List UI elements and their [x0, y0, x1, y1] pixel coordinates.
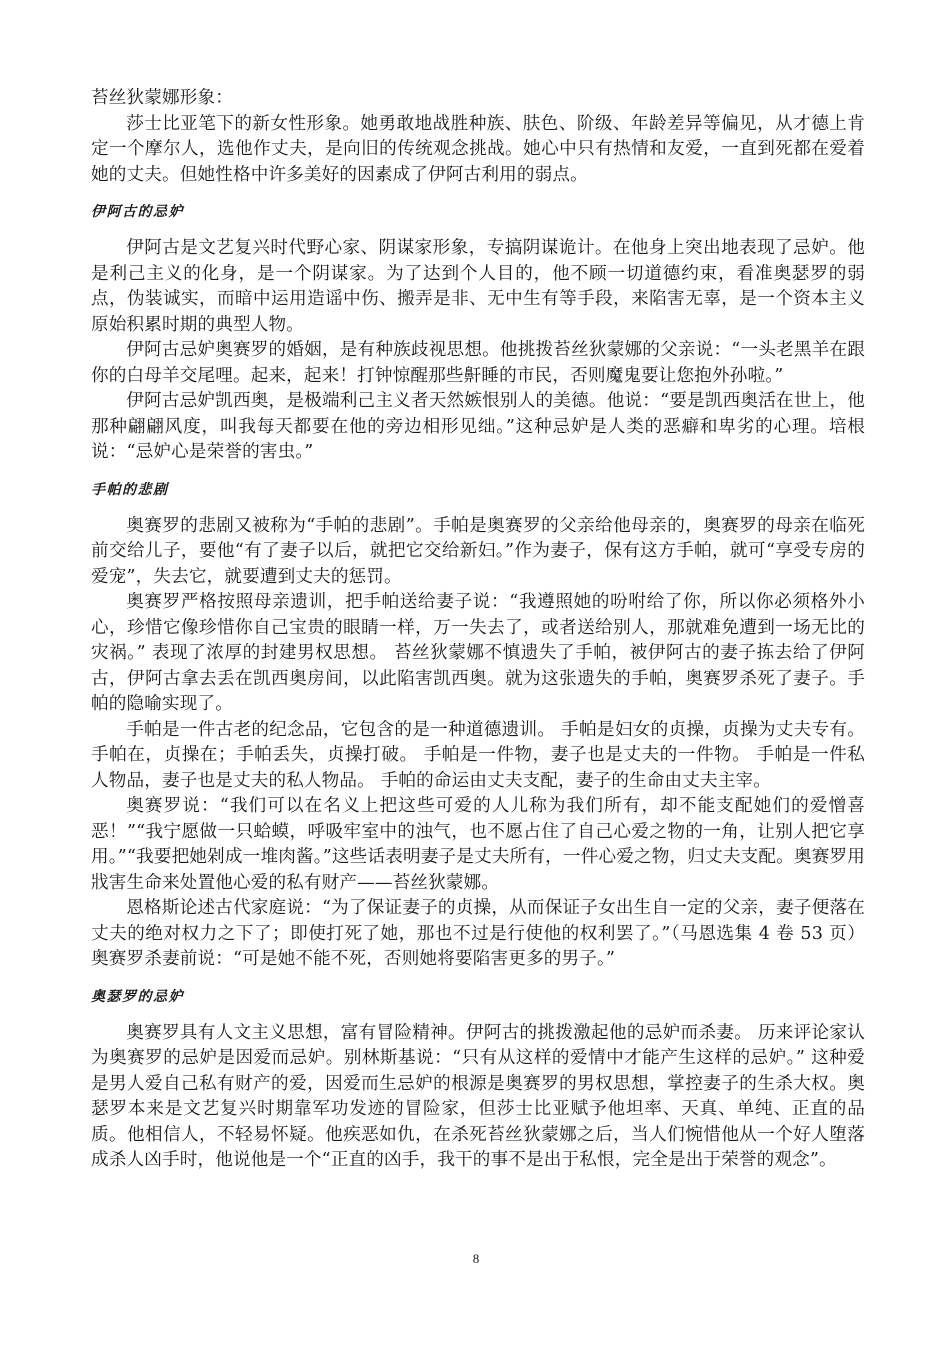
paragraph: 手帕是一件古老的纪念品，它包含的是一种道德遗训。 手帕是妇女的贞操，贞操为丈夫专有。手帕在，贞操在；手帕丢失，贞操打破。 手帕是一件物，妻子也是丈夫的一件物。 手帕是一件私人物品，妻子也是丈夫的私人物品。 手帕的命运由丈夫支配，妻子的生命由丈夫主宰。 [91, 719, 865, 791]
document-body [91, 86, 865, 1174]
paragraph: 伊阿古忌妒奥赛罗的婚姻，是有种族歧视思想。他挑拨苔丝狄蒙娜的父亲说：“一头老黑羊在跟你的白母羊交尾哩。起来，起来！打钟惊醒那些鼾睡的市民，否则魔鬼要让您抱外孙啦。” [91, 340, 865, 386]
page-number: 8 [472, 1251, 480, 1266]
paragraph: 奥赛罗具有人文主义思想，富有冒险精神。伊阿古的挑拨激起他的忌妒而杀妻。 历来评论家认为奥赛罗的忌妒是因爱而忌妒。别林斯基说：“只有从这样的爱情中才能产生这样的忌妒。” 这种爱是男人爱自己私有财产的爱，因爱而生忌妒的根源是奥赛罗的男权思想，掌控妻子的生杀大权。奥瑟罗本来是文艺复兴时期靠军功发迹的冒险家，但莎士比亚赋予他坦率、天真、单纯、正直的品质。他相信人，不轻易怀疑。他疾恶如仇，在杀死苔丝狄蒙娜之后，当人们惋惜他从一个好人堕落成杀人凶手时，他说他是一个“正直的凶手，我干的事不是出于私恨，完全是出于荣誉的观念”。 [91, 1022, 865, 1170]
paragraph: 恩格斯论述古代家庭说：“为了保证妻子的贞操，从而保证子女出生自一定的父亲，妻子便落在丈夫的绝对权力之下了；即使打死了她，那也不过是行使他的权利罢了。”（马恩选集 4 卷 53 页） 奥赛罗杀妻前说：“可是她不能不死，否则她将要陷害更多的男子。” [91, 898, 865, 969]
paragraph: 奥赛罗说：“我们可以在名义上把这些可爱的人儿称为我们所有，却不能支配她们的爱憎喜恶！”“我宁愿做一只蛤蟆，呼吸牢室中的浊气，也不愿占住了自己心爱之物的一角，让别人把它享用。”“我要把她剁成一堆肉酱。”这些话表明妻子是丈夫所有，一件心爱之物，归丈夫支配。奥赛罗用戕害生命来处置他心爱的私有财产——苔丝狄蒙娜。 [91, 796, 865, 893]
intro-paragraph: 莎士比亚笔下的新女性形象。她勇敢地战胜种族、肤色、阶级、年龄差异等偏见，从才德上肯定一个摩尔人，选他作丈夫，是向旧的传统观念挑战。她心中只有热情和友爱，一直到死都在爱着她的丈夫。但她性格中许多美好的因素成了伊阿古利用的弱点。 [91, 113, 865, 185]
section-title-handkerchief-tragedy: 手帕的悲剧 [91, 481, 169, 498]
paragraph: 伊阿古是文艺复兴时代野心家、阴谋家形象，专搞阴谋诡计。在他身上突出地表现了忌妒。他是利己主义的化身，是一个阴谋家。为了达到个人目的，他不顾一切道德约束，看准奥瑟罗的弱点，伪装诚实，而暗中运用造谣中伤、搬弄是非、无中生有等手段，来陷害无辜，是一个资本主义原始积累时期的典型人物。 [91, 238, 865, 335]
section-title-iago-jealousy: 伊阿古的忌妒 [91, 204, 184, 220]
section-title-othello-jealousy: 奥瑟罗的忌妒 [91, 988, 184, 1005]
paragraph: 奥赛罗的悲剧又被称为“手帕的悲剧”。手帕是奥赛罗的父亲给他母亲的，奥赛罗的母亲在临死前交给儿子，要他“有了妻子以后，就把它交给新妇。”作为妻子，保有这方手帕，就可“享受专房的爱宠”，失去它，就要遭到丈夫的惩罚。 [91, 515, 865, 587]
paragraph: 伊阿古忌妒凯西奥，是极端利己主义者天然嫉恨别人的美德。他说：“要是凯西奥活在世上，他那种翩翩风度，叫我每天都要在他的旁边相形见绌。”这种忌妒是人类的恶癖和卑劣的心理。培根说：“忌妒心是荣誉的害虫。” [91, 391, 865, 462]
paragraph: 奥赛罗严格按照母亲遗训，把手帕送给妻子说：“我遵照她的吩咐给了你，所以你必须格外小心，珍惜它像珍惜你自己宝贵的眼睛一样，万一失去了，或者送给别人，那就难免遭到一场无比的灾祸。” 表现了浓厚的封建男权思想。 苔丝狄蒙娜不慎遗失了手帕，被伊阿古的妻子拣去给了伊阿古，伊阿古拿去丢在凯西奥房间，以此陷害凯西奥。就为这张遗失的手帕，奥赛罗杀死了妻子。手帕的隐喻实现了。 [91, 592, 865, 714]
intro-heading-line: 苔丝狄蒙娜形象： [91, 88, 233, 108]
